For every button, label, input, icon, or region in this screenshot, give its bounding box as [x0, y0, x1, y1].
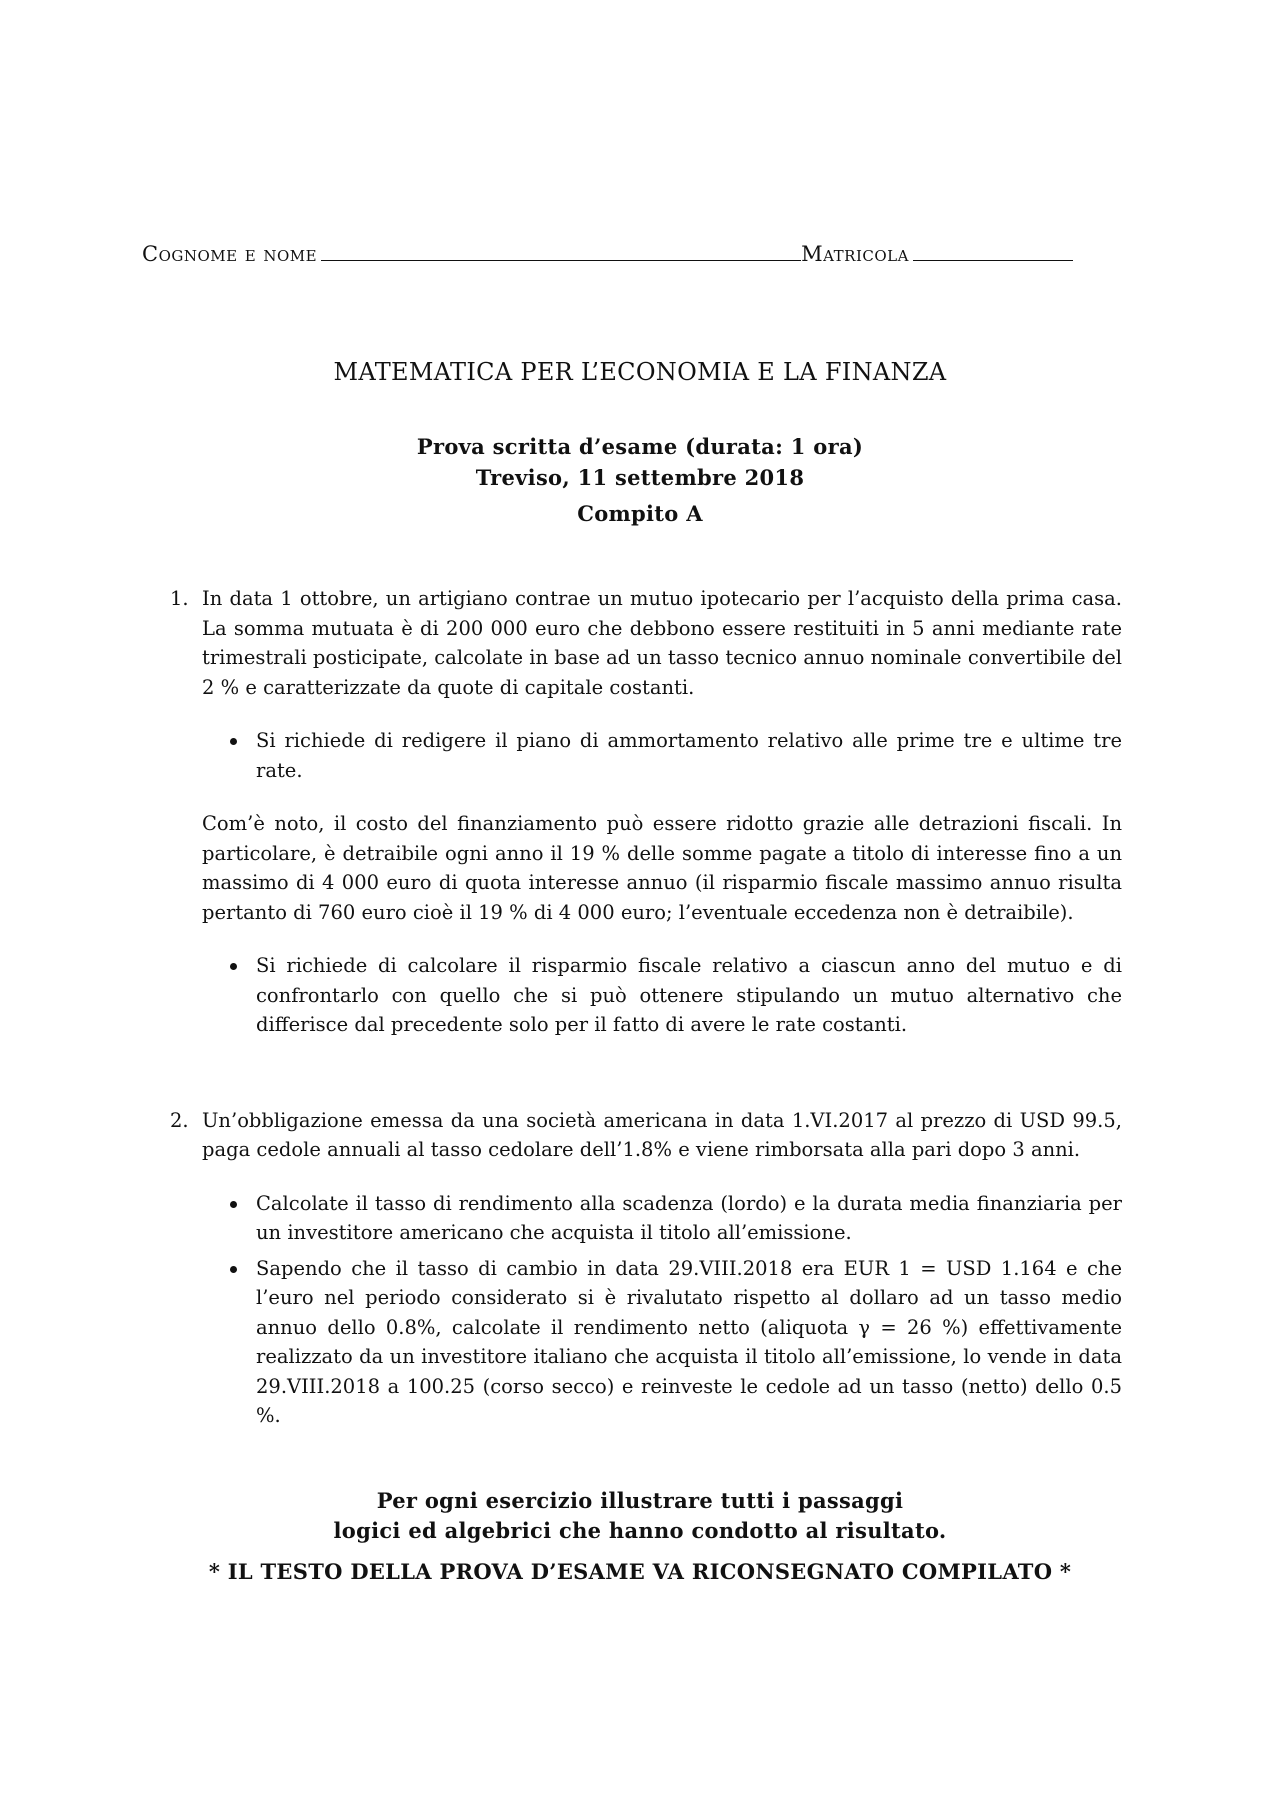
exercise-1	[170, 584, 1122, 785]
task-text: Si richiede di redigere il piano di ammortamento relativo alle prime tre e ultime tre rate.	[256, 729, 1122, 782]
task-text: Si richiede di calcolare il risparmio fiscale relativo a ciascun anno del mutuo e di confrontarlo con quello che si può ottenere stipulando un mutuo alternativo che differisce dal precedente solo per il fatto di avere le rate costanti.	[256, 954, 1122, 1036]
task-text: Calcolate il tasso di rendimento alla scadenza (lordo) e la durata media finanziaria per un investitore americano che acquista il titolo all’emissione.	[256, 1191, 1122, 1244]
bullet-icon	[230, 1201, 237, 1208]
bullet-icon	[230, 963, 237, 970]
exam-subtitle-version: Compito A	[577, 501, 703, 526]
exercise-number: 1.	[170, 587, 189, 610]
task-text: Sapendo che il tasso di cambio in data 29.VIII.2018 era EUR 1 = USD 1.164 e che l’euro nel periodo considerato si è rivalutato rispetto al dollaro ad un tasso medio annuo dello 0.8%, calcolate il rendimento netto (aliquota γ = 26 %) effettivamente realizzato da un investitore italiano che acquista il titolo all’emissione, lo vende in data 29.VIII.2018 a 100.25 (corso secco) e reinveste le cedole ad un tasso (netto) dello 0.5 %.	[256, 1256, 1122, 1427]
exercise-1-continued	[170, 951, 1122, 1040]
exercise-intro: In data 1 ottobre, un artigiano contrae un mutuo ipotecario per l’acquisto della prima casa. La somma mutuata è di 200 000 euro che debbono essere restituiti in 5 anni mediante rate trimestrali posticipate, calcolate in base ad un tasso tecnico annuo nominale convertibile del 2 % e caratterizzate da quote di capitale costanti.	[202, 587, 1122, 699]
exam-title: MATEMATICA PER L’ECONOMIA E LA FINANZA	[333, 358, 947, 386]
exercise-intro: Un’obbligazione emessa da una società americana in data 1.VI.2017 al prezzo di USD 99.5, paga cedole annuali al tasso cedolare dell’1.8% e viene rimborsata alla pari dopo 3 anni.	[202, 1108, 1122, 1161]
name-label: Cognome e nome	[142, 242, 318, 266]
bullet-icon	[230, 1266, 237, 1273]
exercise-tasks	[202, 1189, 1122, 1431]
student-info-header	[142, 236, 1122, 266]
exercise-tasks	[202, 726, 1122, 785]
footer-instruction-1: Per ogni esercizio illustrare tutti i passaggi	[376, 1488, 904, 1513]
exercises	[170, 584, 1122, 1455]
task-item	[256, 1254, 1122, 1431]
task-item	[256, 1189, 1122, 1248]
exercise-number: 2.	[170, 1108, 189, 1132]
exercise-2	[170, 1106, 1122, 1431]
task-item	[256, 951, 1122, 1040]
spacer	[170, 1064, 1122, 1106]
footer-instruction-2: logici ed algebrici che hanno condotto al risultato.	[333, 1518, 947, 1543]
exam-subtitle-place-date: Treviso, 11 settembre 2018	[475, 465, 805, 490]
task-item	[256, 726, 1122, 785]
id-label: Matricola	[801, 242, 909, 266]
exercise-tasks	[202, 951, 1122, 1040]
id-line[interactable]	[913, 260, 1073, 261]
name-line[interactable]	[321, 260, 801, 261]
footer-warning: * IL TESTO DELLA PROVA D’ESAME VA RICONSEGNATO COMPILATO *	[208, 1559, 1072, 1584]
exam-subtitle-duration: Prova scritta d’esame (durata: 1 ora)	[416, 434, 864, 459]
bullet-icon	[230, 738, 237, 745]
exercise-note: Com’è noto, il costo del finanziamento può essere ridotto grazie alle detrazioni fiscali. In particolare, è detraibile ogni anno il 19 % delle somme pagate a titolo di interesse fino a un massimo di 4 000 euro di quota interesse annuo (il risparmio fiscale massimo annuo risulta pertanto di 760 euro cioè il 19 % di 4 000 euro; l’eventuale eccedenza non è detraibile).	[202, 812, 1122, 924]
